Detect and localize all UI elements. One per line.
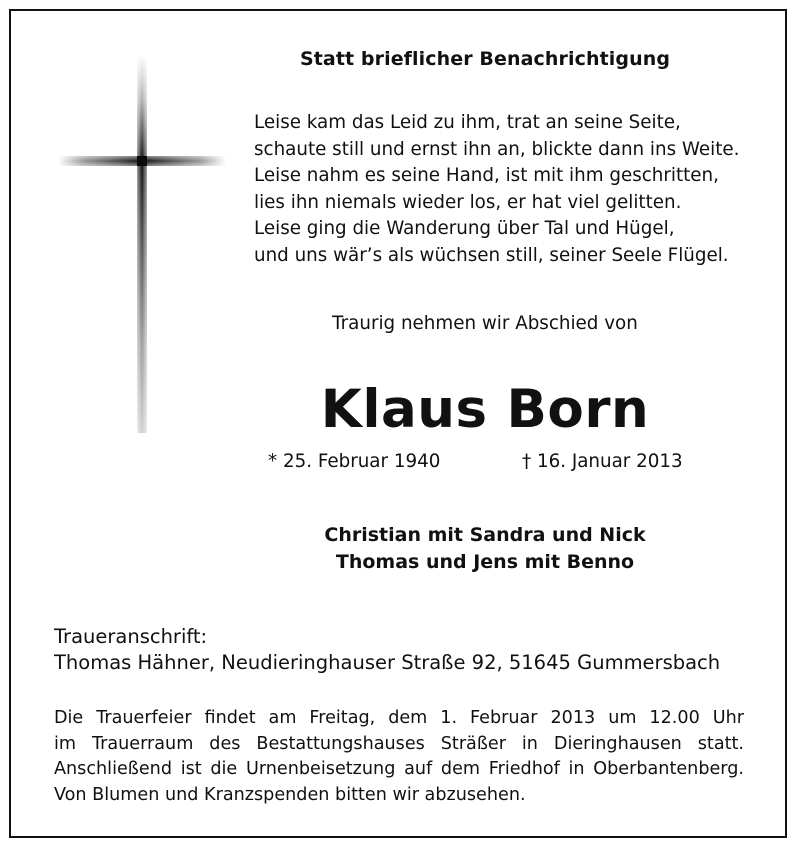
ceremony-line: Die Trauerfeier findet am Freitag, dem 1. Februar 2013 um 12.00 Uhr [54, 708, 744, 728]
mourner-line: Christian mit Sandra und Nick [324, 524, 646, 546]
poem-line: lies ihn niemals wieder los, er hat viel gelitten. [254, 191, 682, 213]
deceased-name: Klaus Born [320, 379, 650, 440]
ceremony-line: Von Blumen und Kranzspenden bitten wir abzusehen. [54, 784, 526, 805]
poem-line: und uns wär’s als wüchsen still, seiner Seele Flügel. [254, 244, 729, 266]
farewell-intro: Traurig nehmen wir Abschied von [332, 313, 638, 334]
cross-icon [58, 55, 226, 433]
mourners [250, 522, 720, 576]
poem-line: Leise ging die Wanderung über Tal und Hügel, [254, 218, 675, 239]
notice-heading: Statt brieflicher Benachrichtigung [299, 48, 671, 70]
ceremony-info [54, 706, 744, 808]
poem [254, 110, 774, 269]
address-label: Traueranschrift: [54, 625, 208, 648]
poem-line: schaute still und ernst ihn an, blickte dann ins Weite. [254, 138, 740, 160]
mourning-address: Thomas Hähner, Neudieringhauser Straße 92, 51645 Gummersbach [54, 651, 721, 674]
ceremony-line: Anschließend ist die Urnenbeisetzung auf dem Friedhof in Oberbantenberg. [54, 759, 744, 779]
poem-line: Leise kam das Leid zu ihm, trat an seine Seite, [254, 112, 681, 133]
death-date: † 16. Januar 2013 [522, 451, 683, 472]
mourner-line: Thomas und Jens mit Benno [335, 551, 635, 573]
ceremony-line: im Trauerraum des Bestattungshauses Sträßer in Dieringhausen statt. [54, 733, 744, 754]
poem-line: Leise nahm es seine Hand, ist mit ihm geschritten, [254, 165, 719, 186]
birth-date: * 25. Februar 1940 [268, 451, 441, 472]
